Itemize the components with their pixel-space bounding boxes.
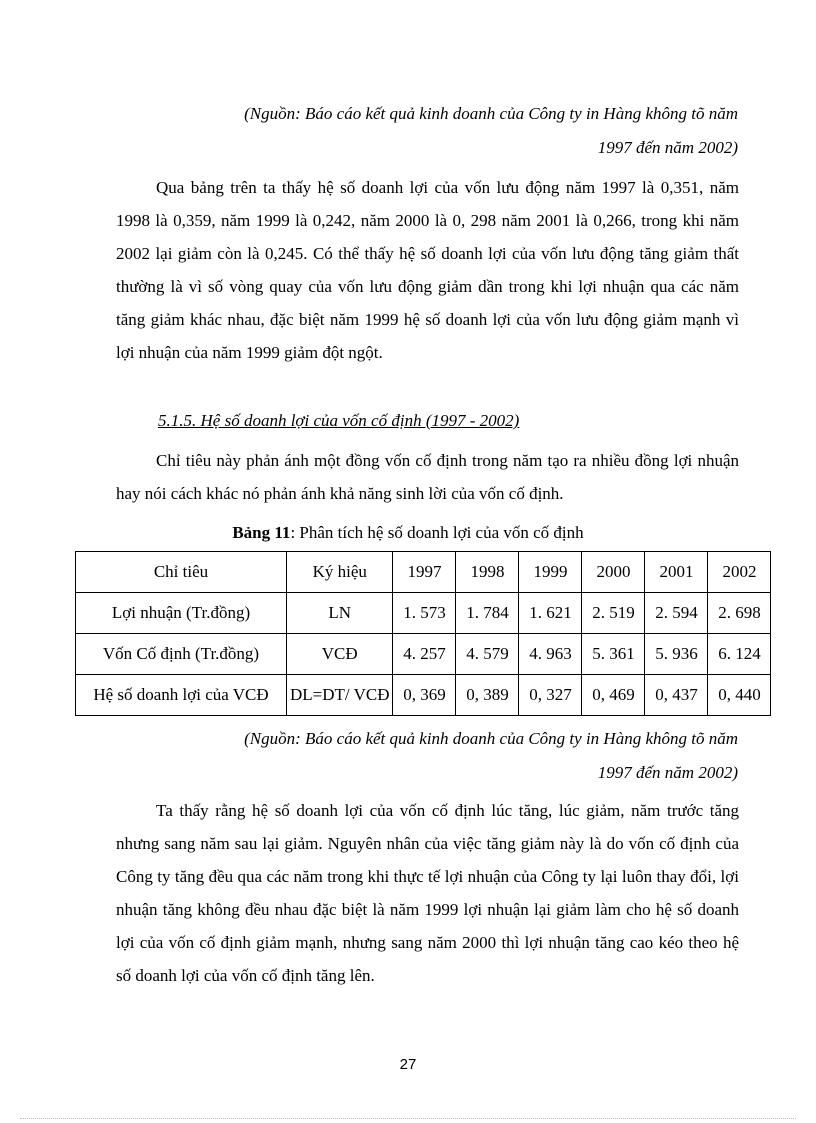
table-cell: 5. 361 (582, 634, 645, 675)
table-cell: 1. 621 (519, 593, 582, 634)
source-note-bottom-line1: (Nguồn: Báo cáo kết quả kinh doanh của Công ty in Hàng không tõ năm (244, 729, 738, 748)
source-note-top-line2: 1997 đến năm 2002) (597, 138, 738, 157)
table-cell: 1. 573 (393, 593, 456, 634)
fixed-capital-table (75, 551, 771, 716)
header-cell: 1997 (393, 552, 456, 593)
table-cell: 2. 594 (645, 593, 708, 634)
table-caption (0, 519, 816, 547)
table-cell: 0, 327 (519, 675, 582, 716)
table-cell: 0, 389 (456, 675, 519, 716)
table-cell: Hệ số doanh lợi của VCĐ (76, 675, 287, 716)
source-note-top-line1: (Nguồn: Báo cáo kết quả kinh doanh của Công ty in Hàng không tõ năm (244, 104, 738, 123)
table-cell: 4. 963 (519, 634, 582, 675)
table-caption-label: Bảng 11 (232, 523, 291, 542)
table-cell: 4. 257 (393, 634, 456, 675)
header-cell: Ký hiệu (287, 552, 393, 593)
table-cell: Vốn Cố định (Tr.đồng) (76, 634, 287, 675)
table-header-row (76, 552, 771, 593)
table-cell: 0, 440 (708, 675, 771, 716)
paragraph-working-capital-text: Qua bảng trên ta thấy hệ số doanh lợi của vốn lưu động năm 1997 là 0,351, năm 1998 là 0,359, năm 1999 là 0,242, năm 2000 là 0, 298 năm 2001 là 0,266, trong khi năm 2002 lại giảm còn là 0,245. Có thể thấy hệ số doanh lợi của vốn lưu động tăng giảm thất thường là vì số vòng quay của vốn lưu động giảm dần trong khi lợi nhuận qua các năm tăng giảm khác nhau, đặc biệt năm 1999 hệ số doanh lợi của vốn lưu động giảm mạnh vì lợi nhuận của năm 1999 giảm đột ngột. (116, 178, 739, 362)
table-cell: VCĐ (287, 634, 393, 675)
header-cell: 2001 (645, 552, 708, 593)
table-cell: 0, 437 (645, 675, 708, 716)
page-number: 27 (399, 1056, 417, 1073)
paragraph-analysis (116, 794, 739, 992)
paragraph-analysis-text: Ta thấy rằng hệ số doanh lợi của vốn cố định lúc tăng, lúc giảm, năm trước tăng nhưng sang năm sau lại giảm. Nguyên nhân của việc tăng giảm này là do vốn cố định của Công ty tăng đều qua các năm trong khi thực tế lợi nhuận của Công ty lại luôn thay đổi, lợi nhuận tăng không đều nhau đặc biệt là năm 1999 lợi nhuận lại giảm làm cho hệ số doanh lợi của vốn cố định giảm mạnh, nhưng sang năm 2000 thì lợi nhuận tăng cao kéo theo hệ số doanh lợi của vốn cố định tăng lên. (116, 801, 739, 985)
header-cell: 1999 (519, 552, 582, 593)
header-cell: 2000 (582, 552, 645, 593)
table-cell: 2. 698 (708, 593, 771, 634)
table-cell: Lợi nhuận (Tr.đồng) (76, 593, 287, 634)
source-note-bottom (138, 722, 738, 790)
table-cell: 2. 519 (582, 593, 645, 634)
section-heading: 5.1.5. Hệ số doanh lợi của vốn cố định (1997 - 2002) (158, 411, 520, 430)
table-cell: 0, 469 (582, 675, 645, 716)
table-cell: 1. 784 (456, 593, 519, 634)
table-row (76, 634, 771, 675)
table-caption-text: : Phân tích hệ số doanh lợi của vốn cố định (290, 523, 584, 542)
table-cell: DL=DT/ VCĐ (287, 675, 393, 716)
table-row (76, 593, 771, 634)
table-cell: 5. 936 (645, 634, 708, 675)
table-cell: 4. 579 (456, 634, 519, 675)
paragraph-indicator (116, 444, 739, 510)
paragraph-working-capital (116, 171, 739, 369)
source-note-top (138, 97, 738, 165)
table-cell: 0, 369 (393, 675, 456, 716)
paragraph-indicator-text: Chỉ tiêu này phản ánh một đồng vốn cố định trong năm tạo ra nhiều đồng lợi nhuận hay nói cách khác nó phản ánh khả năng sinh lời của vốn cố định. (116, 451, 739, 503)
table-row (76, 675, 771, 716)
page-footer-divider (20, 1118, 796, 1119)
table-cell: 6. 124 (708, 634, 771, 675)
source-note-bottom-line2: 1997 đến năm 2002) (597, 763, 738, 782)
header-cell: 2002 (708, 552, 771, 593)
header-cell: 1998 (456, 552, 519, 593)
header-cell: Chỉ tiêu (76, 552, 287, 593)
table-cell: LN (287, 593, 393, 634)
